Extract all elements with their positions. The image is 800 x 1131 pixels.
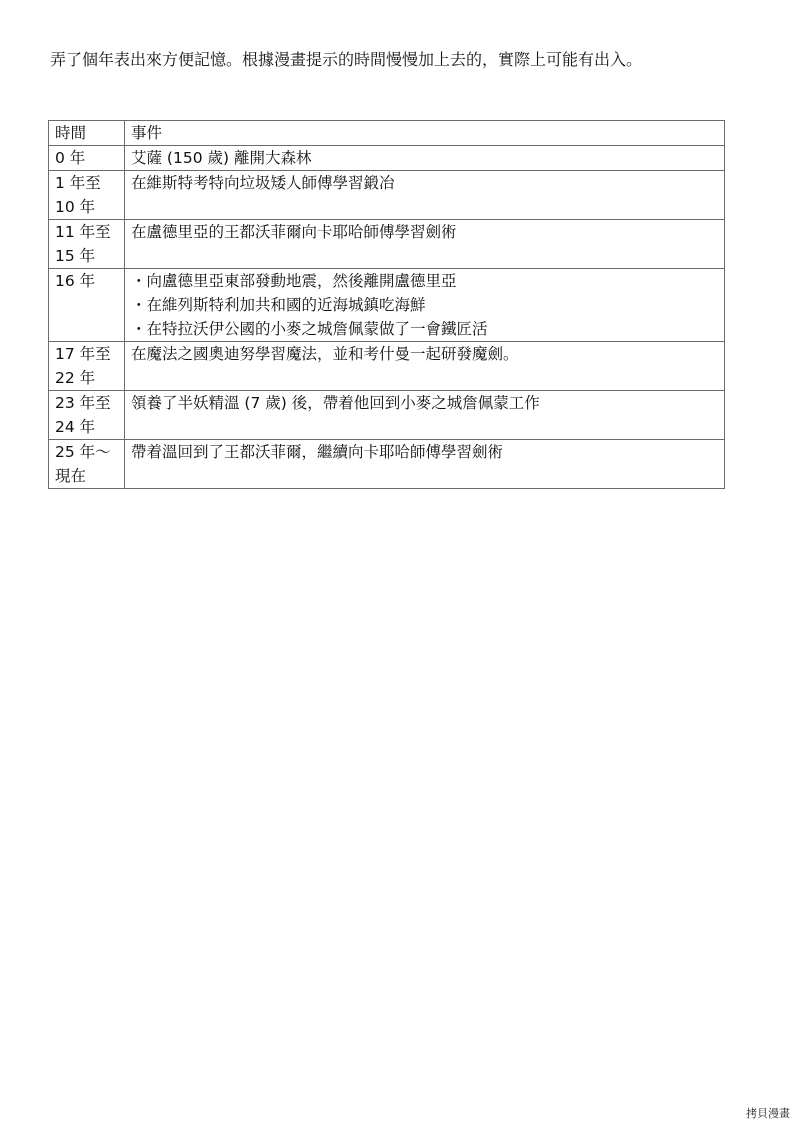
event-cell [125, 440, 725, 489]
table-header-row [49, 121, 725, 146]
time-cell: 11 年至 15 年 [49, 220, 125, 269]
header-event: 事件 [125, 121, 725, 146]
event-cell [125, 342, 725, 391]
header-time: 時間 [49, 121, 125, 146]
event-bullet: ・在維列斯特利加共和國的近海城鎮吃海鮮 [131, 296, 426, 314]
event-bullet: ・在特拉沃伊公國的小麥之城詹佩蒙做了一會鐵匠活 [131, 320, 488, 338]
event-cell [125, 220, 725, 269]
table-row [49, 440, 725, 489]
watermark: 拷貝漫畫 [746, 1107, 790, 1120]
table-row [49, 171, 725, 220]
table-row [49, 220, 725, 269]
event-cell [125, 269, 725, 342]
event-text: 領養了半妖精溫 (7 歲) 後，帶着他回到小麥之城詹佩蒙工作 [131, 394, 540, 412]
table-row [49, 146, 725, 171]
event-bullet: ・向盧德里亞東部發動地震，然後離開盧德里亞 [131, 272, 457, 290]
event-text: 帶着溫回到了王都沃菲爾，繼續向卡耶哈師傅學習劍術 [131, 443, 504, 461]
intro-text: 弄了個年表出來方便記憶。根據漫畫提示的時間慢慢加上去的，實際上可能有出入。 [50, 50, 643, 69]
time-cell: 0 年 [49, 146, 125, 171]
event-cell [125, 171, 725, 220]
time-cell: 17 年至 22 年 [49, 342, 125, 391]
table-row [49, 342, 725, 391]
event-text: 在維斯特考特向垃圾矮人師傅學習鍛冶 [131, 174, 395, 192]
time-cell: 23 年至 24 年 [49, 391, 125, 440]
event-text: 艾薩 (150 歲) 離開大森林 [131, 149, 312, 167]
time-cell: 1 年至 10 年 [49, 171, 125, 220]
time-cell: 16 年 [49, 269, 125, 342]
timeline-table [48, 120, 725, 489]
table-row [49, 391, 725, 440]
event-cell [125, 146, 725, 171]
event-text: 在魔法之國奧迪努學習魔法，並和考什曼一起研發魔劍。 [131, 345, 519, 363]
time-cell: 25 年～現在 [49, 440, 125, 489]
event-cell [125, 391, 725, 440]
table-row [49, 269, 725, 342]
event-text: 在盧德里亞的王都沃菲爾向卡耶哈師傅學習劍術 [131, 223, 457, 241]
